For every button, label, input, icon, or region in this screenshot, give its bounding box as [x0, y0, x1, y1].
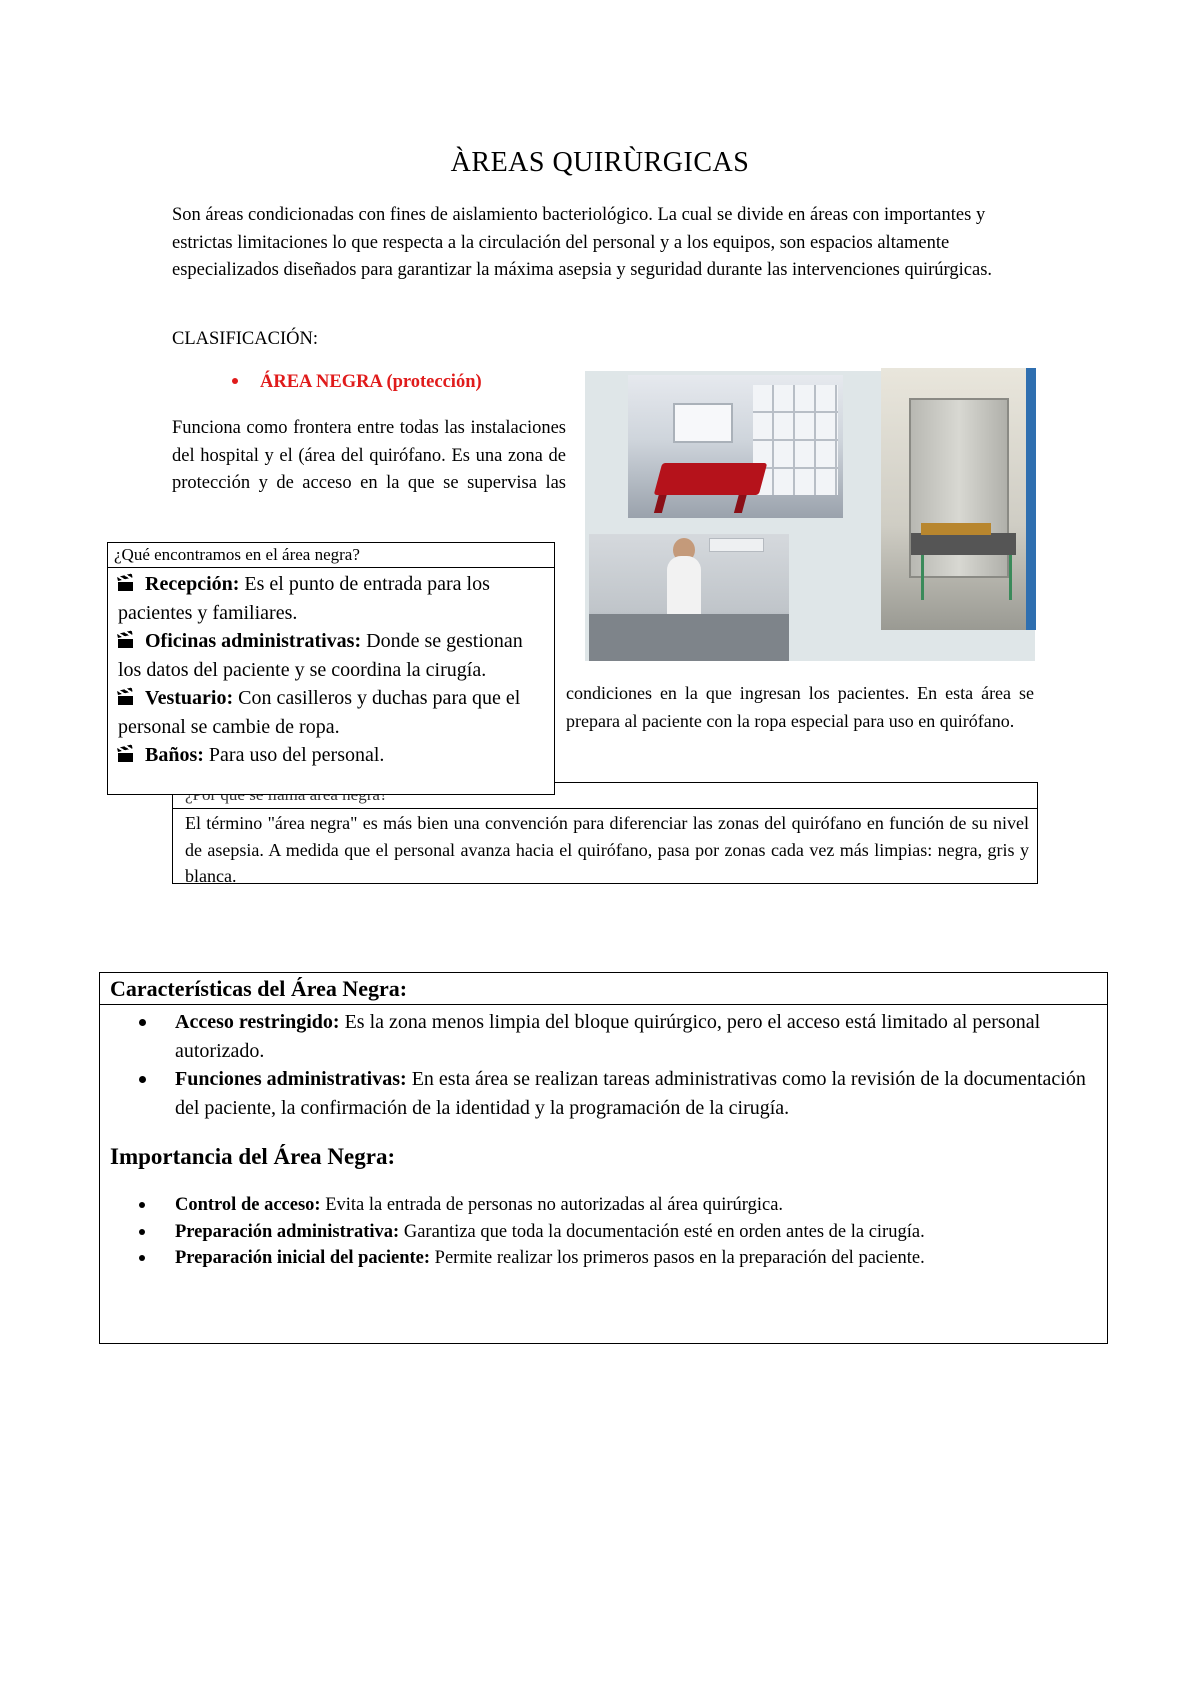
item-text: Para uso del personal.	[203, 744, 385, 766]
importance-list	[100, 1172, 1107, 1272]
item-label: Control de acceso:	[175, 1195, 321, 1215]
clapperboard-icon	[118, 691, 133, 704]
item-text: Garantiza que toda la documentación esté en orden antes de la cirugía.	[399, 1221, 925, 1242]
item-text: Es el punto de entrada para los pacientes y familiares.	[118, 573, 490, 624]
list-item	[118, 570, 546, 627]
clapperboard-icon	[118, 577, 133, 590]
importance-heading: Importancia del Área Negra:	[110, 1144, 396, 1169]
ac-unit-shape	[709, 538, 764, 552]
item-label: Acceso restringido:	[175, 1011, 340, 1033]
item-text: Permite realizar los primeros pasos en la preparación del paciente.	[430, 1248, 925, 1268]
list-item	[135, 1219, 1097, 1246]
list-item	[135, 1008, 1087, 1065]
clapperboard-icon	[118, 634, 133, 647]
item-text: Es la zona menos limpia del bloque quirúrgico, pero el acceso está limitado al personal autorizado.	[175, 1011, 1041, 1062]
what-we-find-list	[108, 568, 554, 770]
transfer-door-photo	[881, 368, 1036, 630]
item-text: En esta área se realizan tareas administrativas como la revisión de la documentación del paciente, la confirmación de la identidad y la programación de la cirugía.	[175, 1068, 1086, 1119]
list-item	[118, 627, 546, 684]
characteristics-box	[99, 972, 1108, 1344]
bullet-icon	[232, 378, 238, 384]
item-label: Funciones administrativas:	[175, 1068, 407, 1090]
item-label: Recepción:	[145, 573, 240, 595]
item-text: Donde se gestionan los datos del paciente y se coordina la cirugía.	[118, 630, 523, 681]
item-label: Preparación inicial del paciente:	[175, 1248, 431, 1268]
area-negra-title: ÁREA NEGRA (protección)	[260, 372, 482, 392]
what-we-find-header: ¿Qué encontramos en el área negra?	[108, 543, 554, 568]
page-title: ÀREAS QUIRÙRGICAS	[450, 147, 750, 178]
characteristics-header: Características del Área Negra:	[100, 973, 1107, 1005]
locker-room-photo	[628, 375, 843, 518]
lockers-shape	[753, 385, 838, 495]
photo-collage	[585, 371, 1035, 661]
area-negra-description-left: Funciona como frontera entre todas las instalaciones del hospital y el (área del quirófano. Es una zona de protección y de acceso en la que se supervisa las	[172, 418, 566, 493]
clapperboard-icon	[118, 748, 133, 761]
item-label: Baños:	[145, 744, 204, 766]
characteristics-list	[100, 1005, 1107, 1122]
red-bench-shape	[654, 463, 768, 495]
area-negra-description-right: condiciones en la que ingresan los pacientes. En esta área se prepara al paciente con la ropa especial para uso en quirófano.	[566, 683, 1034, 731]
wall-stripe-shape	[1026, 368, 1036, 630]
item-text: Evita la entrada de personas no autorizadas al área quirúrgica.	[320, 1195, 784, 1215]
why-black-area-box	[172, 782, 1038, 884]
list-item	[135, 1065, 1087, 1122]
list-item	[135, 1245, 1097, 1272]
intro-paragraph: Son áreas condicionadas con fines de aislamiento bacteriológico. La cual se divide en áreas con importantes y estrictas limitaciones lo que respecta a la circulación del personal y a los equipos, son espacios altamente especializados diseñados para garantizar la máxima asepsia y seguridad durante las intervenciones quirúrgicas.	[172, 205, 993, 280]
area-negra-heading	[232, 372, 482, 393]
item-label: Vestuario:	[145, 687, 234, 709]
counter-shape	[589, 614, 789, 661]
item-label: Oficinas administrativas:	[145, 630, 362, 652]
classification-heading: CLASIFICACIÓN:	[172, 329, 318, 349]
window-shape	[673, 403, 733, 443]
item-text: Con casilleros y duchas para que el personal se cambie de ropa.	[118, 687, 521, 738]
what-we-find-box	[107, 542, 555, 795]
list-item	[118, 741, 546, 770]
list-item	[118, 684, 546, 741]
stretcher-shape	[911, 533, 1016, 555]
list-item	[135, 1192, 1097, 1219]
item-label: Preparación administrativa:	[175, 1221, 400, 1242]
why-black-area-body: El término "área negra" es más bien una convención para diferenciar las zonas del quirófano en función de su nivel de asepsia. A medida que el personal avanza hacia el quirófano, pasa por zonas cada vez más limpias: negra, gris y blanca.	[185, 813, 1029, 886]
nurse-reception-photo	[589, 534, 789, 661]
